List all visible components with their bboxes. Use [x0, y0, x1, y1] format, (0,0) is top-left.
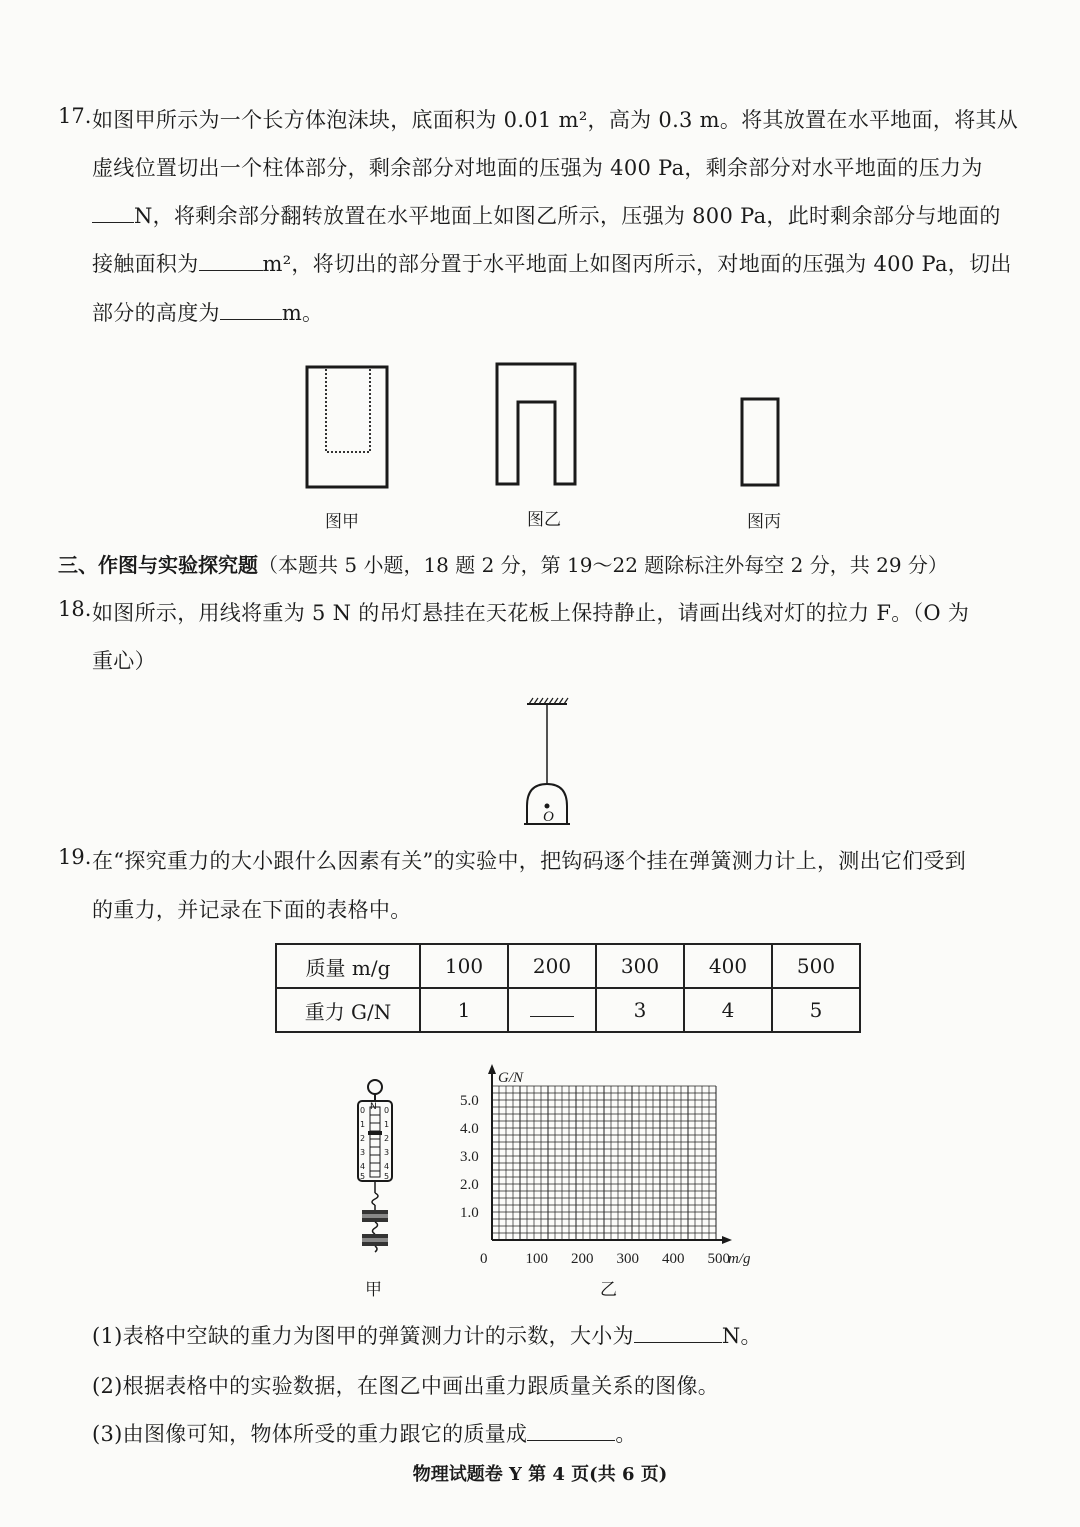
q19-line-1: 在“探究重力的大小跟什么因素有关”的实验中，把钩码逐个挂在弹簧测力计上，测出它们受到 — [92, 849, 967, 873]
spring-scale-unit: N — [370, 1102, 377, 1112]
table-cell: 500 — [772, 944, 860, 988]
scale-mark-left: 5 — [360, 1172, 366, 1181]
q19-caption-jia: 甲 — [365, 1280, 382, 1300]
scale-mark-right: 2 — [384, 1134, 390, 1143]
table-row — [276, 988, 860, 1032]
q17-line-4: 接触面积为 m²，将切出的部分置于水平地面上如图丙所示，对地面的压强为 400 Pa，切出 — [92, 252, 1012, 276]
scale-mark-right: 0 — [384, 1106, 390, 1115]
q19-blank-reading[interactable] — [634, 1324, 722, 1343]
scale-mark-right: 1 — [384, 1120, 390, 1129]
graph-x-tick-label: 500 — [707, 1251, 730, 1267]
table-cell: 3 — [596, 988, 684, 1032]
graph-x-ticks — [526, 1251, 731, 1267]
q19-sub1: (1)表格中空缺的重力为图甲的弹簧测力计的示数，大小为 N。 — [92, 1324, 762, 1348]
graph-origin: 0 — [480, 1251, 488, 1267]
q19-data-table — [275, 943, 861, 1033]
table-cell-blank[interactable] — [508, 988, 596, 1032]
scale-mark-right: 4 — [384, 1162, 390, 1171]
q19-sub3: (3)由图像可知，物体所受的重力跟它的质量成 。 — [92, 1422, 637, 1446]
graph-y-ticks — [460, 1093, 479, 1221]
q17-caption-yi: 图乙 — [527, 510, 561, 530]
q18-line-2: 重心） — [92, 649, 156, 673]
scale-mark-left: 1 — [360, 1120, 366, 1129]
graph-y-tick-label: 4.0 — [460, 1121, 479, 1137]
q19-line-2: 的重力，并记录在下面的表格中。 — [92, 898, 412, 922]
graph-y-arrow — [488, 1064, 496, 1074]
scale-mark-left: 4 — [360, 1162, 366, 1171]
q19-spring-scale-figure — [348, 1075, 404, 1260]
q17-figure-yi — [492, 360, 582, 490]
graph-y-tick-label: 1.0 — [460, 1205, 479, 1221]
graph-x-tick-label: 200 — [571, 1251, 594, 1267]
section-3-detail: （本题共 5 小题，18 题 2 分，第 19～22 题除标注外每空 2 分，共 29 分） — [258, 553, 948, 577]
q19-blank-relation[interactable] — [527, 1422, 615, 1441]
scale-mark-right: 3 — [384, 1148, 390, 1157]
scale-mark-left: 0 — [360, 1106, 366, 1115]
q18-center-label: O — [543, 809, 554, 825]
table-cell: 400 — [684, 944, 772, 988]
graph-y-tick-label: 3.0 — [460, 1149, 479, 1165]
q17-line-3: N，将剩余部分翻转放置在水平地面上如图乙所示，压强为 800 Pa，此时剩余部分与地面的 — [92, 200, 1001, 230]
section-3-heading — [58, 549, 948, 578]
table-cell: 4 — [684, 988, 772, 1032]
q17-line-2: 虚线位置切出一个柱体部分，剩余部分对地面的压强为 400 Pa，剩余部分对水平地面的压力为 — [92, 156, 983, 180]
q17-blank-area[interactable] — [199, 252, 263, 271]
table-cell: 5 — [772, 988, 860, 1032]
table-header-weight: 重力 G/N — [276, 988, 420, 1032]
q19-graph[interactable] — [460, 1060, 770, 1275]
q17-line-1: 如图甲所示为一个长方体泡沫块，底面积为 0.01 m²，高为 0.3 m。将其放置在水平地面，将其从 — [92, 108, 1019, 132]
table-cell: 100 — [420, 944, 508, 988]
scale-mark-left: 3 — [360, 1148, 366, 1157]
spring-scale-pointer — [368, 1131, 382, 1135]
q18-number: 18. — [58, 597, 92, 621]
q19-sub2: (2)根据表格中的实验数据，在图乙中画出重力跟质量关系的图像。 — [92, 1374, 720, 1398]
scale-mark-left: 2 — [360, 1134, 366, 1143]
graph-x-tick-label: 100 — [525, 1251, 548, 1267]
q17-figure-jia — [300, 362, 392, 492]
q17-number: 17. — [58, 104, 92, 128]
table-header-mass: 质量 m/g — [276, 944, 420, 988]
q17-figure-bing — [738, 395, 784, 490]
q17-caption-jia: 图甲 — [325, 512, 359, 532]
graph-y-tick-label: 2.0 — [460, 1177, 479, 1193]
scale-mark-right: 5 — [384, 1172, 390, 1181]
graph-y-label: G/N — [498, 1070, 524, 1086]
page-footer: 物理试题卷 Y 第 4 页(共 6 页) — [412, 1464, 668, 1485]
q19-caption-yi: 乙 — [600, 1280, 617, 1300]
graph-grid — [492, 1086, 716, 1240]
graph-y-tick-label: 5.0 — [460, 1093, 479, 1109]
q17-line-5: 部分的高度为 m。 — [92, 301, 324, 325]
graph-x-tick-label: 300 — [616, 1251, 639, 1267]
q19-number: 19. — [58, 845, 92, 869]
q18-center-point — [545, 804, 550, 809]
table-cell: 200 — [508, 944, 596, 988]
graph-x-label: m/g — [728, 1251, 751, 1267]
q18-line-1: 如图所示，用线将重为 5 N 的吊灯悬挂在天花板上保持静止，请画出线对灯的拉力 F。（O 为 — [92, 601, 970, 625]
table-cell: 1 — [420, 988, 508, 1032]
q17-blank-height[interactable] — [220, 301, 282, 320]
q18-lamp-figure[interactable] — [515, 696, 575, 831]
section-3-title: 三、作图与实验探究题 — [58, 553, 258, 577]
table-cell: 300 — [596, 944, 684, 988]
q17-blank-force[interactable] — [92, 204, 134, 223]
graph-x-arrow — [722, 1236, 732, 1244]
table-row — [276, 944, 860, 988]
graph-x-tick-label: 400 — [662, 1251, 685, 1267]
q17-caption-bing: 图丙 — [747, 512, 781, 532]
